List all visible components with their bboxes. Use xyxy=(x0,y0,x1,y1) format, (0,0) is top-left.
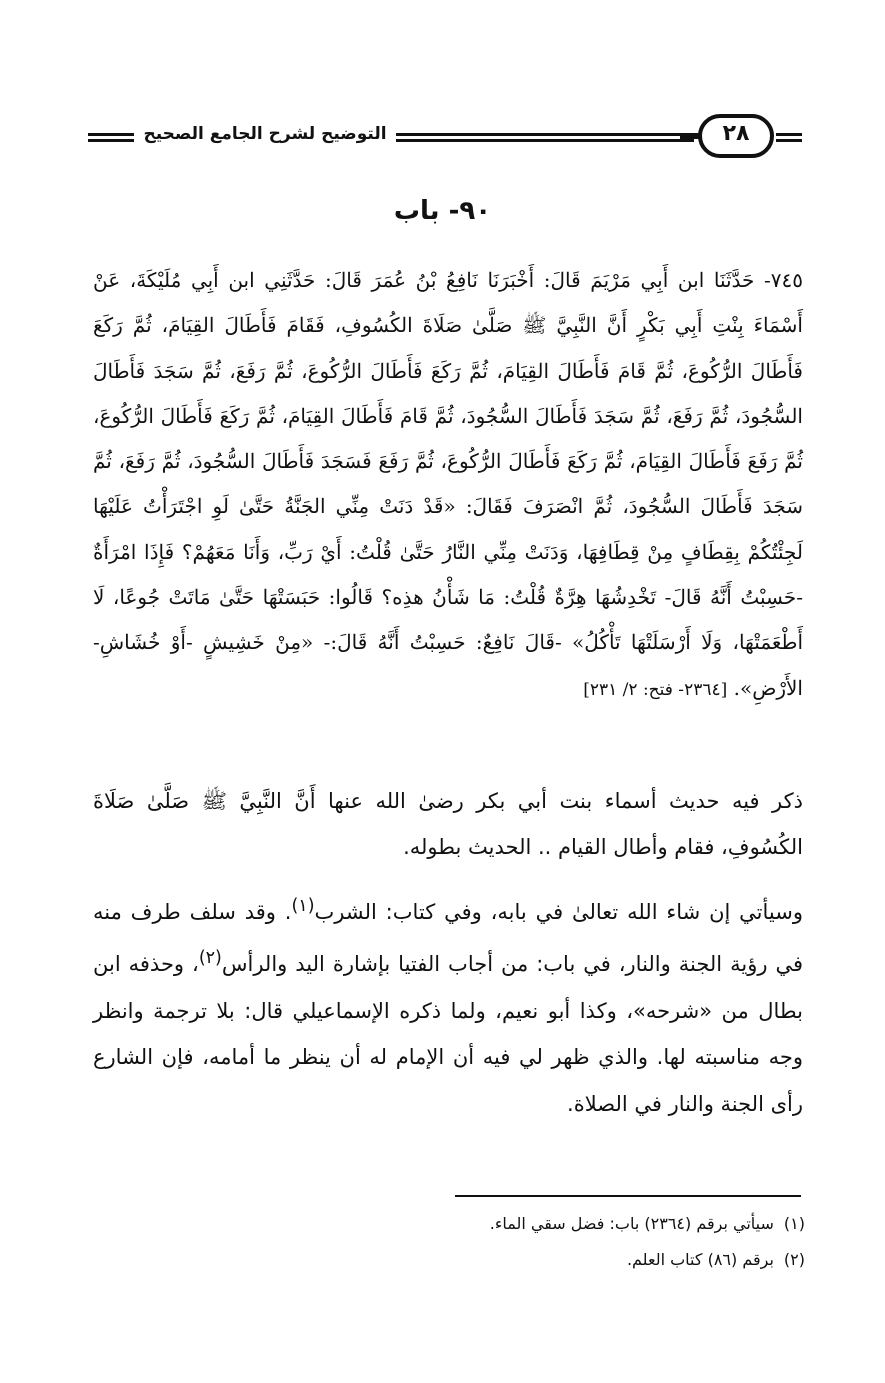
page-number-badge xyxy=(698,114,774,158)
footnote-number: (١) xyxy=(783,1214,805,1233)
running-title: التوضيح لشرح الجامع الصحيح xyxy=(143,124,387,144)
footnote-separator xyxy=(455,1195,801,1197)
footnote-item xyxy=(93,1206,805,1242)
header-rule-left xyxy=(88,133,134,143)
page-header xyxy=(88,112,802,162)
hadith-text-block xyxy=(93,258,803,713)
footnote-text: برقم (٨٦) كتاب العلم. xyxy=(626,1250,774,1269)
commentary-text-part-c: ، وحذفه ابن بطال من «شرحه»، وكذا أبو نعيم، ولما ذكره الإسماعيلي قال: بلا ترجمة وانظر وجه مناسبته لها. والذي ظهر لي فيه أن الإمام له أن ينظر ما أمامه، فإن الشارع رأى الجنة والنار في الصلاة. xyxy=(93,952,803,1116)
chapter-heading: ٩٠- باب xyxy=(393,196,492,226)
commentary-paragraph-1: ذكر فيه حديث أسماء بنت أبي بكر رضىٰ الله عنها أَنَّ النَّبِيَّ ﷺ صَلَّىٰ صَلَاةَ الكُسُوفِ، فقام وأطال القيام .. الحديث بطوله. xyxy=(93,789,803,859)
footnotes xyxy=(93,1206,805,1278)
footnote-marker-2: (٢) xyxy=(198,948,222,969)
footnote-text: سيأتي برقم (٢٣٦٤) باب: فضل سقي الماء. xyxy=(489,1214,774,1233)
footnote-item xyxy=(93,1242,805,1278)
commentary-text-part-b: . وقد سلف طرف منه في رؤية الجنة والنار، في باب: من أجاب الفتيا بإشارة اليد والرأس xyxy=(93,900,803,977)
hadith-text: ٧٤٥- حَدَّثَنَا ابن أَبِي مَرْيَمَ قَالَ: أَخْبَرَنَا نَافِعُ بْنُ عُمَرَ قَالَ: حَدَّثَنِي ابن أَبِي مُلَيْكَةَ، عَنْ أَسْمَاءَ بِنْتِ أَبِي بَكْرٍ أَنَّ النَّبِيَّ ﷺ صَلَّىٰ صَلَاةَ الكُسُوفِ، فَقَامَ فَأَطَالَ القِيَامَ، ثُمَّ رَكَعَ فَأَطَالَ الرُّكُوعَ، ثُمَّ قَامَ فَأَطَالَ القِيَامَ، ثُمَّ رَكَعَ فَأَطَالَ الرُّكُوعَ، ثُمَّ رَفَعَ، ثُمَّ سَجَدَ فَأَطَالَ السُّجُودَ، ثُمَّ رَفَعَ، ثُمَّ سَجَدَ فَأَطَالَ السُّجُودَ، ثُمَّ قَامَ فَأَطَالَ القِيَامَ، ثُمَّ رَكَعَ فَأَطَالَ الرُّكُوعَ، ثُمَّ رَفَعَ فَأَطَالَ القِيَامَ، ثُمَّ رَكَعَ فَأَطَالَ الرُّكُوعَ، ثُمَّ رَفَعَ فَسَجَدَ فَأَطَالَ السُّجُودَ، ثُمَّ رَفَعَ، ثُمَّ سَجَدَ فَأَطَالَ السُّجُودَ، ثُمَّ انْصَرَفَ فَقَالَ: «قَدْ دَنَتْ مِنِّي الجَنَّةُ حَتَّىٰ لَوِ اجْتَرَأْتُ عَلَيْهَا لَجِئْتُكُمْ بِقِطَافٍ مِنْ قِطَافِهَا، وَدَنَتْ مِنِّي النَّارُ حَتَّىٰ قُلْتُ: أَيْ رَبِّ، وَأَنَا مَعَهُمْ؟ فَإِذَا امْرَأَةٌ -حَسِبْتُ أَنَّهُ قَالَ- تَخْدِشُهَا هِرَّةٌ قُلْتُ: مَا شَأْنُ هذِه؟ قَالُوا: حَبَسَتْهَا حَتَّىٰ مَاتَتْ جُوعًا، لَا أَطْعَمَتْهَا، وَلَا أَرْسَلَتْهَا تَأْكُلُ» -قَالَ نَافِعٌ: حَسِبْتُ أَنَّهُ قَالَ:- «مِنْ خَشِيشٍ -أَوْ خُشَاشِ- الأَرْضِ». xyxy=(93,268,803,700)
hadith-reference: [٢٣٦٤- فتح: ٢/ ٢٣١] xyxy=(583,679,728,700)
footnote-number: (٢) xyxy=(783,1250,805,1269)
page-number: ٢٨ xyxy=(722,121,750,146)
commentary-text-part-a: وسيأتي إن شاء الله تعالىٰ في بابه، وفي كتاب: الشرب xyxy=(314,900,804,924)
header-rule-middle xyxy=(396,133,694,143)
commentary-paragraph-2 xyxy=(93,883,803,1127)
footnote-marker-1: (١) xyxy=(291,896,315,916)
header-rule-right xyxy=(776,133,802,143)
